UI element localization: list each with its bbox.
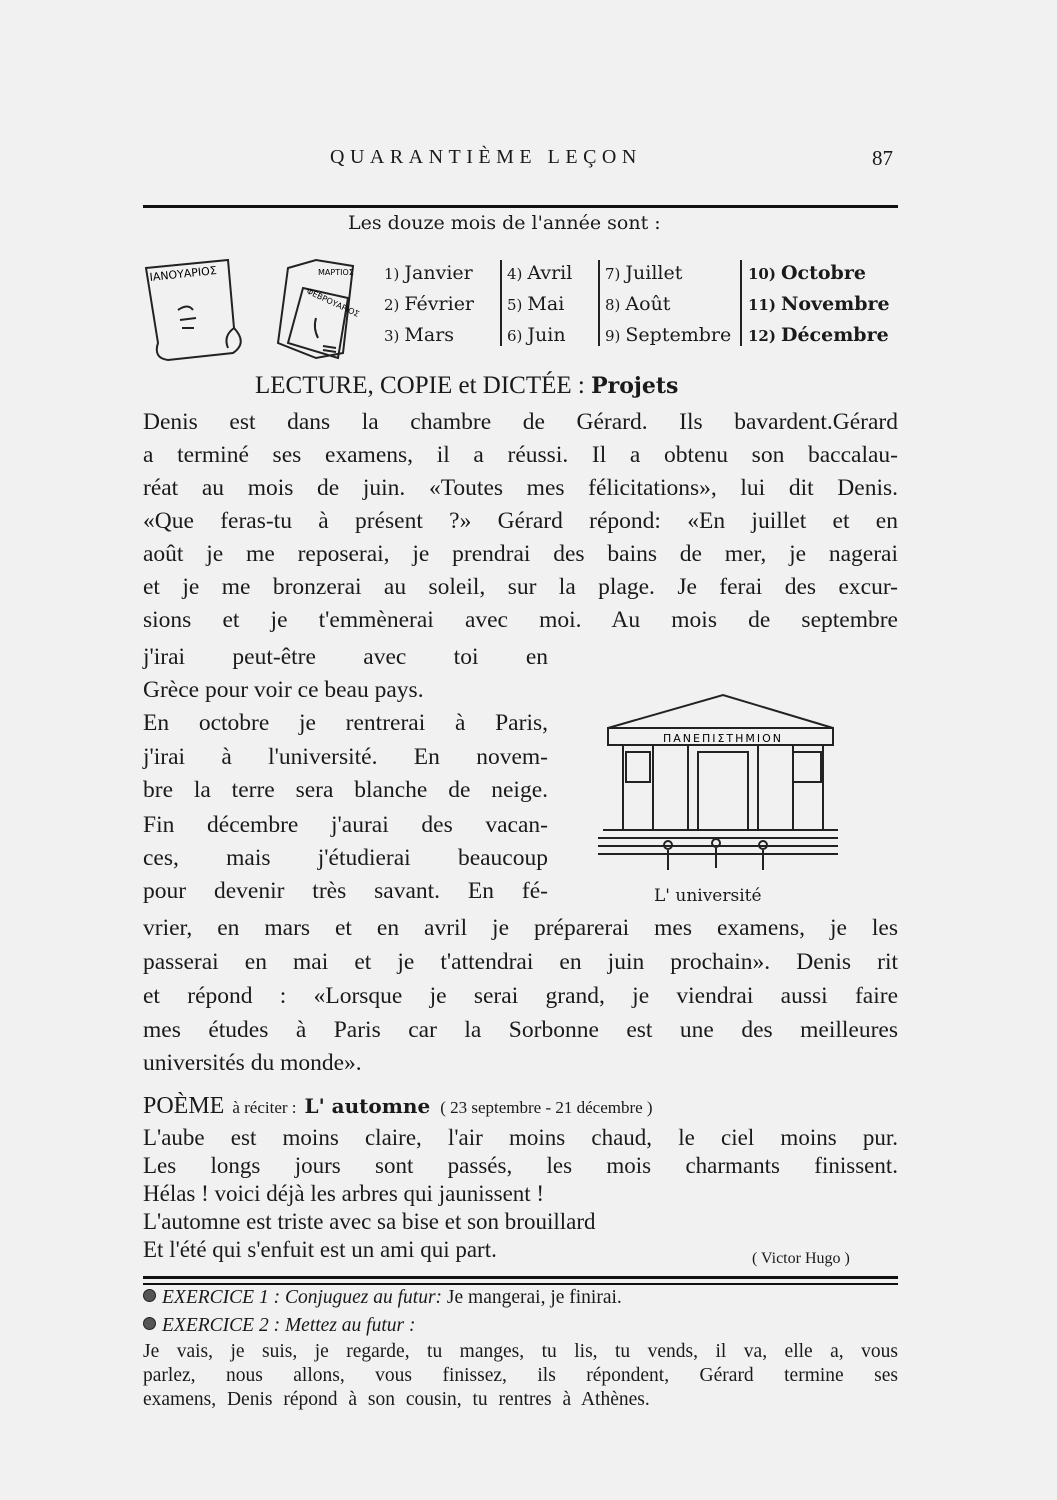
text-line: Fin décembre j'aurai des vacan- [143, 812, 548, 838]
poem-line: Hélas ! voici déjà les arbres qui jaunissent ! [143, 1181, 545, 1206]
month-item: 8) Août [605, 293, 671, 315]
column-divider [740, 260, 742, 346]
text-line: Grèce pour voir ce beau pays. [143, 677, 424, 703]
months-column-4 [748, 258, 890, 351]
text-line: ces, mais j'étudierai beaucoup [143, 845, 548, 871]
poem-label: POÈME [143, 1093, 225, 1119]
calendar-illustration [138, 248, 368, 368]
text-line: En octobre je rentrerai à Paris, [143, 710, 548, 736]
poem-name: L' automne [304, 1094, 431, 1118]
month-item: 7) Juillet [605, 262, 683, 284]
text-line: et je me bronzerai au soleil, sur la plage. Je ferai des excur- [143, 574, 898, 600]
poem-author: ( Victor Hugo ) [752, 1250, 850, 1267]
university-sign: ΠΑΝΕΠΙΣΤΗΜΙΟΝ [662, 732, 784, 745]
reading-heading [255, 372, 678, 400]
calendar-label-february: ΦΕΒΡΟΥΑΡΙΟΣ [305, 286, 361, 319]
divider-rule [143, 1283, 898, 1285]
poem-line: Et l'été qui s'enfuit est un ami qui part. [143, 1237, 497, 1262]
exercise-label: EXERCICE 2 : [162, 1315, 281, 1336]
month-item: 2) Février [384, 293, 475, 315]
month-item: 4) Avril [507, 262, 573, 284]
top-rule [143, 205, 898, 208]
month-item: 3) Mars [384, 324, 455, 346]
month-item: 10) Octobre [748, 262, 866, 284]
divider-rule [143, 1276, 898, 1279]
month-item: 11) Novembre [748, 293, 890, 315]
month-item: 1) Janvier [384, 262, 473, 284]
month-item: 9) Septembre [605, 324, 732, 346]
months-column-2 [507, 258, 572, 351]
exercise-text-line: examens, Denis répond à son cousin, tu rentres à Athènes. [143, 1389, 650, 1410]
month-item: 5) Mai [507, 293, 565, 315]
months-title: Les douze mois de l'année sont : [348, 212, 661, 234]
bullet-icon [143, 1289, 156, 1302]
page-number: 87 [872, 146, 893, 170]
exercise-text-line: parlez, nous allons, vous finissez, ils répondent, Gérard termine ses [143, 1365, 898, 1386]
text-line: août je me reposerai, je prendrai des bains de mer, je nagerai [143, 541, 898, 567]
column-divider [598, 260, 600, 346]
poem-title [143, 1093, 653, 1120]
calendar-label-january: ΙΑΝΟΥΑΡΙΟΣ [148, 264, 218, 284]
months-column-1 [384, 258, 474, 351]
text-line: réat au mois de juin. «Toutes mes félicitations», lui dit Denis. [143, 475, 898, 501]
poem-line: Les longs jours sont passés, les mois charmants finissent. [143, 1153, 898, 1178]
month-item: 6) Juin [507, 324, 566, 346]
running-title: QUARANTIÈME LEÇON [330, 146, 642, 168]
poem-line: L'automne est triste avec sa bise et son brouillard [143, 1209, 596, 1234]
text-line: vrier, en mars et en avril je préparerai mes examens, je les [143, 915, 898, 941]
text-line: pour devenir très savant. En fé- [143, 878, 548, 904]
exercise-1 [143, 1287, 622, 1309]
illustration-caption: L' université [654, 886, 762, 906]
exercise-instruction: Mettez au futur : [284, 1315, 416, 1336]
text-line: «Que feras-tu à présent ?» Gérard répond: «En juillet et en [143, 508, 898, 534]
exercise-2 [143, 1315, 415, 1337]
text-line: mes études à Paris car la Sorbonne est une des meilleures [143, 1017, 898, 1043]
bullet-icon [143, 1317, 156, 1330]
poem-line: L'aube est moins claire, l'air moins chaud, le ciel moins pur. [143, 1125, 898, 1150]
text-line: passerai en mai et je t'attendrai en juin prochain». Denis rit [143, 949, 898, 975]
text-line: universités du monde». [143, 1050, 362, 1076]
exercise-label: EXERCICE 1 : [162, 1287, 281, 1308]
text-line: sions et je t'emmènerai avec moi. Au mois de septembre [143, 607, 898, 633]
text-line: j'irai peut-être avec toi en [143, 644, 548, 670]
column-divider [500, 260, 502, 346]
poem-instruction: à réciter : [232, 1098, 297, 1117]
reading-heading-subject: Projets [591, 373, 679, 399]
poem-dates: ( 23 septembre - 21 décembre ) [440, 1098, 653, 1117]
text-line: Denis est dans la chambre de Gérard. Ils bavardent.Gérard [143, 409, 898, 435]
exercise-instruction: Conjuguez au futur: [284, 1287, 443, 1308]
calendar-label-march: ΜΑΡΤΙΟΣ [318, 268, 354, 277]
text-line: et répond : «Lorsque je serai grand, je viendrai aussi faire [143, 983, 898, 1009]
exercise-text: Je mangerai, je finirai. [446, 1287, 622, 1308]
month-item: 12) Décembre [748, 324, 889, 346]
months-column-3 [605, 258, 731, 351]
reading-heading-label: LECTURE, COPIE et DICTÉE : [255, 372, 585, 399]
text-line: j'irai à l'université. En novem- [143, 744, 548, 770]
university-illustration [598, 690, 838, 880]
text-line: a terminé ses examens, il a réussi. Il a obtenu son baccalau- [143, 442, 898, 468]
text-line: bre la terre sera blanche de neige. [143, 777, 548, 803]
exercise-text-line: Je vais, je suis, je regarde, tu manges, tu lis, tu vends, il va, elle a, vous [143, 1341, 898, 1362]
